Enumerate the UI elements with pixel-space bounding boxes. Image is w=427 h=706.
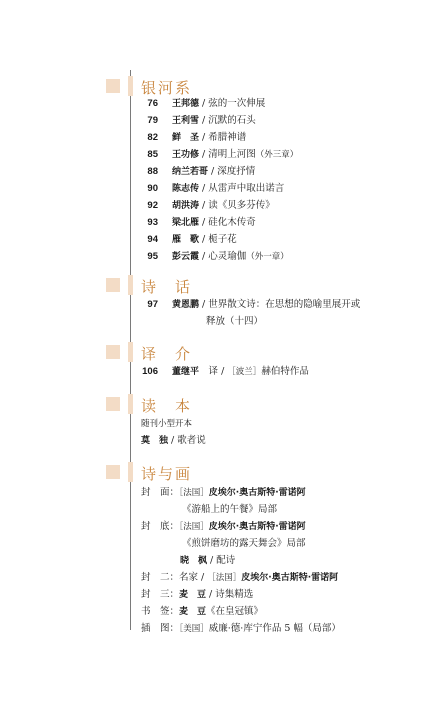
separator: / [208, 166, 218, 177]
separator: / [199, 234, 209, 245]
author: 莫 独 [141, 436, 169, 446]
work-title: 硅化木传奇 [208, 217, 256, 228]
credit-prefix: 名家 [179, 572, 199, 583]
entry-text [172, 164, 255, 180]
entry-text [172, 232, 237, 248]
toc-entry [0, 130, 427, 146]
entry-text [172, 215, 256, 231]
entry-text [180, 553, 235, 569]
entry-text [141, 485, 306, 501]
section-title: 诗与画 [141, 465, 193, 483]
credit-entry [0, 485, 427, 501]
toc-entry [0, 181, 427, 197]
credit-entry-continuation [0, 536, 427, 552]
artist: 皮埃尔·奥古斯特·雷诺阿 [208, 488, 306, 498]
work-title: 赫伯特作品 [261, 366, 309, 377]
credit-entry [0, 553, 427, 569]
toc-entry [0, 96, 427, 112]
translator: 董继平 [172, 367, 200, 377]
page-number: 93 [147, 217, 158, 228]
section-marker-bar [128, 275, 133, 295]
work-title: 威廉·德·库宁作品 5 幅（局部） [208, 623, 341, 634]
separator: / [199, 200, 209, 211]
nationality: ［波兰］ [227, 367, 262, 377]
toc-entry [0, 249, 427, 265]
entry-text [172, 147, 298, 163]
credit-label: 插 图： [141, 623, 180, 634]
toc-entry [0, 364, 427, 380]
section-header-shihua [0, 275, 427, 295]
credit-entry-continuation [0, 502, 427, 518]
author: 王邦德 [172, 99, 200, 109]
author: 胡洪涛 [172, 201, 200, 211]
page-number: 76 [147, 98, 158, 109]
page-number: 94 [147, 234, 158, 245]
toc-entry [0, 198, 427, 214]
work-title: 歌者说 [177, 435, 206, 446]
separator: / [199, 98, 209, 109]
author: 王功修 [172, 150, 200, 160]
work-title: 《在皇冠镇》 [206, 606, 264, 617]
work-note: （外三章） [255, 150, 299, 160]
entry-text [141, 621, 341, 637]
page-number: 92 [147, 200, 158, 211]
work-title: 从雷声中取出诺言 [208, 183, 285, 194]
page-number: 82 [147, 132, 158, 143]
separator: / [199, 149, 209, 160]
credit-label: 封 三： [141, 589, 180, 600]
author: 雁 歌 [172, 235, 200, 245]
section-title: 银河系 [141, 79, 193, 97]
page-number: 79 [147, 115, 158, 126]
entry-text [172, 181, 284, 197]
section-title: 译 介 [141, 345, 193, 363]
separator: / [198, 572, 208, 583]
nationality: ［法国］ [179, 488, 209, 498]
credit-label: 书 签： [141, 606, 180, 617]
author: 晓 枫 [180, 556, 208, 566]
separator: / [199, 217, 209, 228]
credit-entry [0, 519, 427, 535]
author: 黄恩鹏 [172, 300, 200, 310]
section-marker-square [106, 397, 120, 411]
entry-text [172, 198, 275, 214]
credit-label: 封 底： [141, 521, 180, 532]
work-title: 配诗 [216, 555, 236, 566]
credit-entry [0, 587, 427, 603]
entry-text [141, 570, 338, 586]
section-header-shiyuhua [0, 462, 427, 482]
entry-text [172, 249, 289, 265]
author: 梁北雁 [172, 218, 200, 228]
page-number: 97 [147, 299, 158, 310]
artist: 麦 豆 [179, 607, 207, 617]
toc-entry [0, 147, 427, 163]
translator-role: 译 [208, 366, 219, 377]
entry-text [172, 297, 360, 313]
author: 鲜 圣 [172, 133, 200, 143]
work-title: 读《贝多芬传》 [208, 200, 275, 211]
separator: / [168, 435, 178, 446]
work-title: 弦的一次伸展 [208, 98, 266, 109]
section-marker-bar [128, 76, 133, 96]
section-subtitle: 随刊小型开本 [141, 419, 193, 429]
entry-text [172, 113, 256, 129]
work-title: 心灵瑜伽 [208, 251, 247, 262]
credit-entry [0, 604, 427, 620]
separator: / [199, 183, 209, 194]
toc-entry-continuation [0, 314, 427, 330]
separator: / [207, 555, 217, 566]
section-title: 读 本 [141, 397, 193, 415]
entry-text [141, 433, 206, 449]
toc-entry [0, 297, 427, 313]
section-marker-square [106, 465, 120, 479]
work-note: （外一章） [246, 252, 289, 262]
toc-entry [0, 164, 427, 180]
work-title: 诗集精选 [215, 589, 254, 600]
work-title: 栀子花 [208, 234, 237, 245]
credit-label: 封 二： [141, 572, 180, 583]
separator: / [199, 251, 209, 262]
page-number: 90 [147, 183, 158, 194]
separator: / [199, 132, 209, 143]
separator: / [199, 299, 209, 310]
credit-entry [0, 570, 427, 586]
separator: / [206, 589, 216, 600]
section-header-yijie [0, 342, 427, 362]
credit-entry [0, 621, 427, 637]
author: 陈志传 [172, 184, 200, 194]
toc-entry [0, 232, 427, 248]
separator: / [199, 115, 209, 126]
nationality: ［法国］ [179, 522, 209, 532]
page-number: 88 [147, 166, 158, 177]
section-marker-square [106, 345, 120, 359]
section-header-duben [0, 394, 427, 414]
nationality: ［法国］ [207, 573, 242, 583]
section-marker-square [106, 278, 120, 292]
artist: 皮埃尔·奥古斯特·雷诺阿 [208, 522, 306, 532]
work-title: 希腊神谱 [208, 132, 247, 143]
section-marker-bar [128, 394, 133, 414]
work-title: 清明上河图 [208, 149, 256, 160]
entry-text [141, 604, 263, 620]
artist: 麦 豆 [179, 590, 207, 600]
work-title: 深度抒情 [217, 166, 256, 177]
section-marker-square [106, 79, 120, 93]
page-number: 85 [147, 149, 158, 160]
artist: 皮埃尔·奥古斯特·雷诺阿 [241, 573, 339, 583]
credit-label: 封 面： [141, 487, 180, 498]
entry-text [172, 96, 265, 112]
section-marker-bar [128, 342, 133, 362]
section-title: 诗 话 [141, 278, 193, 296]
artwork-title: 《煎饼磨坊的露天舞会》局部 [182, 538, 306, 549]
entry-text [172, 364, 309, 380]
entry-text [141, 519, 306, 535]
entry-text [172, 130, 246, 146]
page-number: 95 [147, 251, 158, 262]
separator: / [218, 366, 228, 377]
section-subtitle-row [0, 416, 427, 432]
work-title: 世界散文诗：在思想的隐喻里展开或 [208, 299, 361, 310]
nationality: ［美国］ [179, 624, 209, 634]
section-header-yinhexi [0, 76, 427, 96]
author: 王利雪 [172, 116, 200, 126]
author: 纳兰若哥 [172, 167, 209, 177]
work-title-continuation: 释放（十四） [206, 316, 264, 327]
toc-entry [0, 113, 427, 129]
toc-entry [0, 433, 427, 449]
entry-text [141, 587, 253, 603]
page-number: 106 [142, 366, 158, 377]
artwork-title: 《游船上的午餐》局部 [182, 504, 278, 515]
section-marker-bar [128, 462, 133, 482]
work-title: 沉默的石头 [208, 115, 256, 126]
toc-entry [0, 215, 427, 231]
author: 彭云霞 [172, 252, 200, 262]
